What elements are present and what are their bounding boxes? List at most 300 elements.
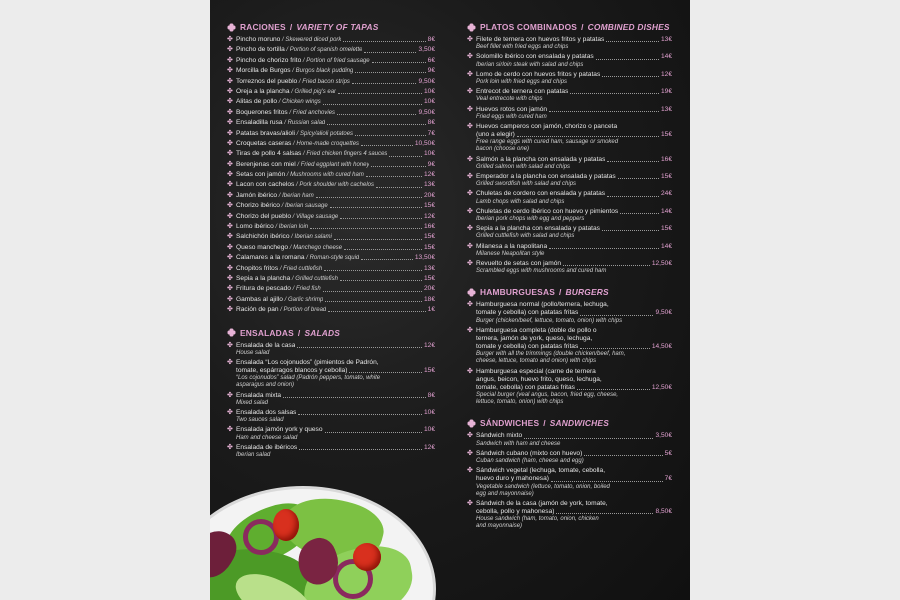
flower-icon: [227, 328, 236, 337]
section-title: [467, 418, 672, 428]
menu-item-row: [476, 190, 672, 198]
item-separator: /: [288, 244, 294, 251]
item-name-line: (uno a elegir): [476, 131, 515, 139]
flower-icon: [467, 23, 476, 32]
flower-bullet-icon: ✤: [467, 122, 473, 130]
item-price: 3,50€: [655, 432, 672, 440]
flower-bullet-icon: ✤: [467, 190, 473, 198]
menu-item-row: [236, 285, 435, 293]
item-name: [236, 78, 350, 86]
menu-item: [227, 171, 435, 179]
item-name: [236, 202, 328, 210]
section-title-slash: /: [289, 22, 293, 32]
item-name-en: Iberian salami: [294, 234, 332, 241]
menu-item-row: [476, 173, 672, 181]
menu-item-row: [476, 131, 672, 139]
item-name-en: Fried anchovies: [292, 109, 336, 116]
item-name-line: Ensalada de ibéricos: [236, 443, 298, 451]
dot-leader: [299, 449, 422, 450]
item-name: [236, 244, 342, 252]
item-name-en: Home-made croquettes: [296, 140, 360, 147]
item-name: [236, 265, 322, 273]
item-name-en: Burgos black pudding: [295, 68, 354, 75]
item-separator: /: [273, 224, 279, 231]
item-name-line: tomate y cebolla) con patatas fritas: [476, 309, 579, 317]
dot-leader: [584, 455, 662, 456]
item-price: 16€: [423, 223, 435, 231]
item-price: 13€: [423, 264, 435, 272]
item-separator: /: [289, 88, 295, 95]
item-name-line: Revuelto de setas con jamón: [476, 259, 562, 267]
item-name-line: Sepia a la plancha con ensalada y patatas: [476, 225, 600, 233]
dot-leader: [580, 348, 650, 349]
item-name-es: Morcilla de Burgos: [236, 67, 291, 75]
flower-bullet-icon: ✤: [227, 306, 233, 314]
menu-item: [227, 392, 435, 407]
item-name-es: Lacon con cachelos: [236, 181, 295, 189]
flower-bullet-icon: ✤: [467, 53, 473, 61]
item-name-line: Huevos rotos con jamón: [476, 105, 548, 113]
menu-item: [227, 192, 435, 200]
menu-item-row: [236, 265, 435, 273]
item-description: Beef fillet with fried eggs and chips: [476, 44, 569, 51]
flower-bullet-icon: ✤: [227, 264, 233, 272]
flower-bullet-icon: ✤: [227, 408, 233, 416]
item-name-en: Portion of spanish omelette: [289, 47, 363, 54]
menu-item-row: [236, 426, 435, 434]
section-title-es: RACIONES: [240, 22, 286, 32]
dot-leader: [620, 213, 659, 214]
section-title-es: ENSALADAS: [240, 327, 294, 338]
item-price: 15€: [423, 243, 435, 251]
item-name-es: Ración de pan: [236, 306, 279, 314]
item-price: 12€: [423, 341, 435, 349]
dot-leader: [355, 135, 426, 136]
item-name-en: Pork shoulder with cachelos: [299, 182, 375, 189]
item-separator: /: [290, 286, 296, 293]
dot-leader: [325, 432, 422, 433]
item-name-en: Fried bacon strips: [302, 78, 350, 85]
item-price: 12€: [660, 70, 672, 78]
menu-item: [227, 426, 435, 441]
item-name-line: ternera, jamón de york, queso, lechuga,: [476, 335, 593, 343]
dot-leader: [340, 280, 422, 281]
item-price: 13€: [423, 181, 435, 189]
menu-item-row: [476, 71, 672, 79]
menu-item-row: [476, 53, 672, 61]
item-name-en: Garlic shrimp: [287, 296, 324, 303]
item-price: 9,50€: [655, 309, 672, 317]
item-name-en: Chicken wings: [282, 99, 321, 106]
flower-bullet-icon: ✤: [227, 181, 233, 189]
menu-item-row: [236, 244, 435, 252]
flower-bullet-icon: ✤: [227, 129, 233, 137]
item-description: House sandwich (ham, tomato, onion, chicken: [476, 516, 599, 523]
dot-leader: [366, 176, 422, 177]
dot-leader: [549, 111, 659, 112]
section-title-en: SALADS: [304, 327, 341, 338]
item-name: [236, 306, 326, 314]
menu-item-row: [236, 98, 435, 106]
flower-bullet-icon: ✤: [467, 155, 473, 163]
item-description: Pork loin with fried eggs and chips: [476, 78, 568, 85]
menu-item: [227, 88, 435, 96]
menu-item: [227, 342, 435, 357]
flower-bullet-icon: ✤: [467, 432, 473, 440]
item-description: Burger with all the trimmings (double chicken/beef, ham,: [476, 351, 626, 358]
item-separator: /: [295, 130, 301, 137]
menu-item: [227, 444, 435, 459]
item-separator: /: [285, 172, 291, 179]
dot-leader: [389, 156, 422, 157]
section-title-es: PLATOS COMBINADOS: [480, 22, 578, 32]
menu-item: [467, 123, 672, 153]
section-title-slash: /: [297, 327, 301, 338]
flower-bullet-icon: ✤: [227, 160, 233, 168]
dot-leader: [297, 347, 422, 348]
dot-leader: [376, 187, 422, 188]
menu-item: [467, 260, 672, 275]
item-name-es: Boquerones fritos: [236, 108, 288, 116]
item-name-en: Iberian sausage: [285, 203, 328, 210]
item-name-line: Lomo de cerdo con huevos fritos y patatas: [476, 70, 601, 78]
item-name: [236, 88, 336, 96]
item-name-es: Ensaladilla rusa: [236, 119, 283, 127]
menu-item-row: [236, 296, 435, 304]
dot-leader: [344, 249, 422, 250]
item-description: Two sauces salad: [236, 417, 284, 424]
item-name-line: tomate, cebolla) con patatas fritas: [476, 384, 575, 392]
item-description: bacon (choose one): [476, 146, 530, 153]
section-platos-combinados: [467, 22, 672, 275]
section-raciones: [227, 22, 435, 314]
dot-leader: [337, 114, 416, 115]
flower-bullet-icon: ✤: [467, 172, 473, 180]
item-price: 14€: [660, 242, 672, 250]
dot-leader: [556, 513, 653, 514]
menu-item: [227, 202, 435, 210]
item-description: Vegetable sandwich (lettuce, tomato, onion, boiled: [476, 483, 610, 490]
section-title: [227, 22, 435, 32]
item-price: 15€: [423, 202, 435, 210]
menu-item: [227, 359, 435, 389]
menu-item-row: [236, 109, 435, 117]
item-description: Burger (chicken/beef, lettuce, tomato, onion) with chips: [476, 317, 623, 324]
dot-leader: [323, 104, 422, 105]
item-name-line: Ensalada jamón york y queso: [236, 426, 323, 434]
flower-bullet-icon: ✤: [227, 233, 233, 241]
item-name-en: Iberian ham: [282, 192, 314, 199]
item-name: [236, 46, 362, 54]
dot-leader: [361, 145, 413, 146]
item-separator: /: [282, 296, 288, 303]
item-name-es: Salchichón ibérico: [236, 233, 290, 241]
dot-leader: [551, 481, 663, 482]
menu-item: [227, 244, 435, 252]
flower-bullet-icon: ✤: [227, 274, 233, 282]
menu-item: [467, 71, 672, 86]
flower-bullet-icon: ✤: [227, 46, 233, 54]
dot-leader: [298, 414, 422, 415]
item-name-es: Torreznos del pueblo: [236, 77, 298, 85]
item-name: [236, 161, 369, 169]
menu-item-row: [236, 254, 435, 262]
item-price: 9,50€: [418, 108, 435, 116]
item-description: Ham and cheese salad: [236, 434, 298, 441]
menu-item-row: [476, 343, 672, 351]
item-name-line: Chuletas de cordero con ensalada y patatas: [476, 190, 606, 198]
item-separator: /: [301, 57, 307, 64]
item-name-es: Calamares a la romana: [236, 254, 305, 262]
flower-bullet-icon: ✤: [227, 56, 233, 64]
flower-bullet-icon: ✤: [227, 171, 233, 179]
dot-leader: [596, 59, 659, 60]
section-title-slash: /: [543, 418, 546, 429]
section-title: [227, 328, 435, 338]
item-name-line: Ensalada de la casa: [236, 341, 296, 349]
section-title-es: HAMBURGUESAS: [480, 287, 555, 298]
dot-leader: [602, 76, 659, 77]
item-name-line: Sándwich cubano (mixto con huevo): [476, 449, 583, 457]
item-price: 20€: [423, 285, 435, 293]
flower-bullet-icon: ✤: [227, 254, 233, 262]
item-description: asparagus and onion): [236, 382, 295, 389]
item-name-es: Setas con jamón: [236, 171, 286, 179]
flower-bullet-icon: ✤: [227, 243, 233, 251]
dot-leader: [580, 315, 653, 316]
item-price: 12,50€: [651, 384, 672, 392]
item-name-line: Salmón a la plancha con ensalada y patatas: [476, 155, 606, 163]
section-hamburguesas: [467, 287, 672, 406]
item-price: 7€: [427, 129, 435, 137]
item-price: 10,50€: [414, 139, 435, 147]
item-price: 10€: [423, 87, 435, 95]
item-name: [236, 275, 338, 283]
item-description: Grilled swordfish with salad and chips: [476, 181, 577, 188]
menu-item-row: [476, 243, 672, 251]
flower-bullet-icon: ✤: [467, 105, 473, 113]
dot-leader: [352, 83, 417, 84]
item-name-line: tomate y cebolla) con patatas fritas: [476, 343, 579, 351]
menu-item: [467, 327, 672, 366]
item-name-es: Queso manchego: [236, 243, 289, 251]
menu-item-row: [236, 78, 435, 86]
section-title: [467, 287, 672, 297]
item-name: [236, 285, 321, 293]
dot-leader: [570, 93, 659, 94]
dot-leader: [334, 239, 422, 240]
dot-leader: [549, 248, 659, 249]
dot-leader: [355, 72, 425, 73]
flower-bullet-icon: ✤: [227, 77, 233, 85]
menu-item-row: [476, 106, 672, 114]
dot-leader: [517, 136, 659, 137]
flower-bullet-icon: ✤: [227, 139, 233, 147]
item-description: Iberian salad: [236, 451, 271, 458]
item-price: 15€: [423, 367, 435, 375]
item-name-line: cebolla, pollo y mahonesa): [476, 508, 555, 516]
item-name-line: Huevos camperos con jamón, chorizo o panceta: [476, 122, 618, 130]
menu-item-row: [236, 57, 435, 65]
menu-item-row: [236, 306, 435, 314]
menu-item-row: [236, 342, 435, 350]
item-name-line: Sándwich de la casa (jamón de york, tomate,: [476, 499, 608, 507]
item-name-line: Entrecot de ternera con patatas: [476, 88, 569, 96]
flower-icon: [467, 288, 476, 297]
item-description: Fried eggs with cured ham: [476, 113, 547, 120]
item-price: 15€: [423, 233, 435, 241]
item-name: [236, 296, 323, 304]
flower-bullet-icon: ✤: [467, 259, 473, 267]
item-name-es: Fritura de pescado: [236, 285, 291, 293]
flower-bullet-icon: ✤: [227, 426, 233, 434]
item-price: 9,50€: [418, 77, 435, 85]
item-separator: /: [290, 68, 296, 75]
menu-item: [227, 296, 435, 304]
menu-item-row: [236, 36, 435, 44]
item-name-line: Filete de ternera con huevos fritos y patatas: [476, 36, 605, 43]
dot-leader: [338, 93, 422, 94]
item-description: Iberian sirloin steak with salad and chips: [476, 61, 584, 68]
menu-item: [467, 88, 672, 103]
item-name-es: Pincho de tortilla: [236, 46, 285, 54]
dot-leader: [524, 438, 653, 439]
item-name-es: Chorizo ibérico: [236, 202, 280, 210]
menu-item-row: [236, 119, 435, 127]
item-separator: /: [284, 47, 290, 54]
item-name-line: huevo duro y mahonesa): [476, 475, 549, 483]
item-name-line: Milanesa a la napolitana: [476, 242, 548, 250]
menu-item: [467, 500, 672, 530]
left-column: [227, 22, 435, 461]
item-price: 13,50€: [414, 254, 435, 262]
item-name-en: Roman-style squid: [309, 255, 360, 262]
dot-leader: [361, 259, 413, 260]
item-separator: /: [277, 192, 283, 199]
item-name-es: Tiras de pollo 4 salsas: [236, 150, 302, 158]
menu-item: [227, 140, 435, 148]
menu-item: [467, 450, 672, 465]
section-title-en: COMBINED DISHES: [587, 22, 670, 32]
menu-item: [227, 150, 435, 158]
menu-item-row: [236, 233, 435, 241]
right-column: [467, 22, 672, 532]
item-name-line: Ensalada dos salsas: [236, 408, 297, 416]
item-name: [236, 213, 338, 221]
dot-leader: [327, 124, 425, 125]
menu-item-row: [236, 367, 435, 375]
item-separator: /: [280, 37, 286, 43]
section-ensaladas: [227, 328, 435, 459]
item-name-line: Hamburguesa completa (doble de pollo o: [476, 326, 597, 334]
menu-item: [227, 130, 435, 138]
menu-item-row: [236, 275, 435, 283]
item-name: [236, 140, 359, 148]
flower-bullet-icon: ✤: [227, 191, 233, 199]
item-name: [236, 57, 370, 65]
item-price: 8€: [427, 36, 435, 43]
dot-leader: [606, 41, 659, 42]
dot-leader: [328, 311, 425, 312]
menu-item-row: [236, 202, 435, 210]
item-name-line: Hamburguesa especial (carne de ternera: [476, 367, 596, 375]
item-name-line: Emperador a la plancha con ensalada y patatas: [476, 172, 616, 180]
item-separator: /: [282, 120, 288, 127]
menu-item: [227, 78, 435, 86]
item-name-en: Grilled cuttlefish: [295, 275, 338, 282]
menu-item: [227, 233, 435, 241]
item-price: 6€: [427, 56, 435, 64]
item-name-en: Russian salad: [287, 120, 326, 127]
flower-bullet-icon: ✤: [227, 212, 233, 220]
item-name: [236, 192, 314, 200]
item-name-es: Jamón ibérico: [236, 191, 278, 199]
dot-leader: [364, 52, 416, 53]
menu-item-row: [236, 392, 435, 400]
item-name: [236, 36, 341, 44]
item-name-es: Patatas bravas/alioli: [236, 129, 296, 137]
item-separator: /: [278, 265, 284, 272]
item-name: [236, 98, 321, 106]
dot-leader: [349, 372, 422, 373]
menu-item: [467, 156, 672, 171]
menu-item-row: [476, 475, 672, 483]
item-price: 8€: [427, 391, 435, 399]
flower-bullet-icon: ✤: [227, 87, 233, 95]
item-description: Grilled cuttlefish with salad and chips: [476, 233, 575, 240]
menu-item: [227, 265, 435, 273]
item-price: 10€: [423, 98, 435, 106]
menu-item-row: [476, 88, 672, 96]
dot-leader: [283, 397, 426, 398]
menu-item: [467, 432, 672, 447]
item-price: 12€: [423, 171, 435, 179]
item-name-es: Pincho moruno: [236, 36, 281, 43]
item-price: 12€: [423, 212, 435, 220]
menu-item-row: [236, 213, 435, 221]
dot-leader: [324, 270, 422, 271]
dot-leader: [577, 389, 650, 390]
menu-item-row: [236, 192, 435, 200]
item-description: cheese, lettuce, tomato and onion) with chips: [476, 358, 597, 365]
item-price: 3,50€: [418, 46, 435, 54]
item-name-en: Fried chicken fingers 4 sauces: [306, 151, 388, 158]
item-name: [236, 223, 308, 231]
item-separator: /: [277, 99, 283, 106]
item-price: 14,50€: [651, 343, 672, 351]
dot-leader: [340, 218, 422, 219]
flower-bullet-icon: ✤: [227, 150, 233, 158]
dot-leader: [323, 291, 422, 292]
item-description: Veal entrecote with chips: [476, 96, 543, 103]
flower-bullet-icon: ✤: [227, 358, 233, 366]
item-description: Grilled salmon with salad and chips: [476, 163, 571, 170]
menu-item: [227, 285, 435, 293]
menu-item-row: [236, 161, 435, 169]
menu-item-row: [236, 409, 435, 417]
dot-leader: [607, 161, 659, 162]
menu-item: [467, 190, 672, 205]
item-price: 15€: [660, 225, 672, 233]
item-price: 9€: [427, 67, 435, 75]
item-price: 12€: [423, 443, 435, 451]
item-price: 14€: [660, 207, 672, 215]
menu-item-row: [236, 150, 435, 158]
menu-item-row: [236, 181, 435, 189]
item-separator: /: [301, 151, 307, 158]
menu-item: [227, 119, 435, 127]
item-separator: /: [278, 307, 284, 314]
